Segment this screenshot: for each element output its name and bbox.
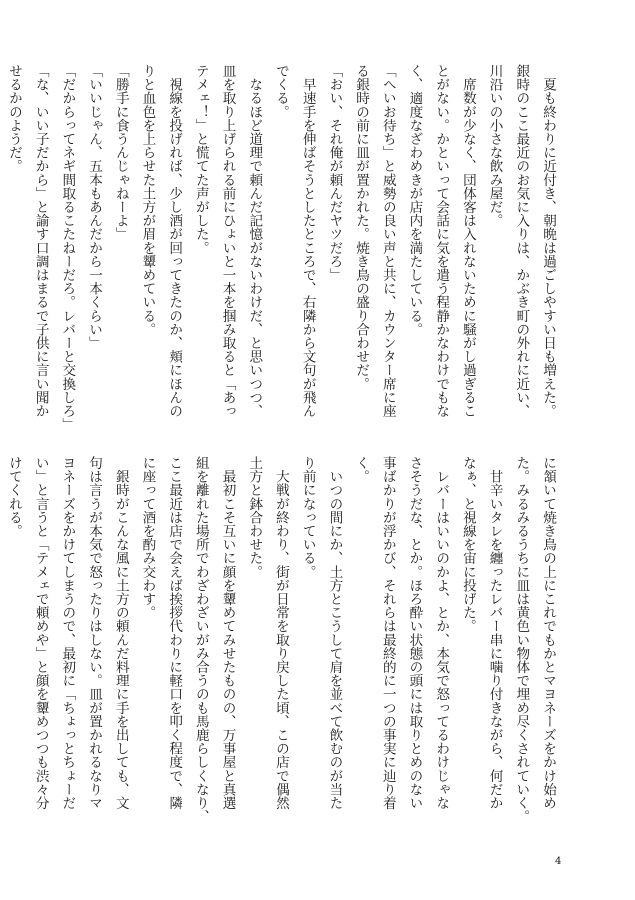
text-line: りと血色を上らせた土方が眉を顰めている。 <box>139 64 156 336</box>
text-line: 皿を取り上げられる前にひょいと一本を掴み取ると「あっ <box>219 64 236 418</box>
text-line: 組を離れた場所でわざわざいがみ合うのも馬鹿らしくなり、 <box>192 456 209 824</box>
text-line: 夏も終わりに近付き、朝晩は過ごしやすい日も増えた。 <box>540 64 556 418</box>
text-line: 最初こそ互いに顔を顰めてみせたものの、万事屋と真選 <box>219 456 236 810</box>
text-line: テメェ！」と慌てた声がした。 <box>192 64 209 255</box>
text-line: 川沿いの小さな飲み屋だ。 <box>486 64 503 228</box>
text-line: 「いいじゃん、五本もあんだから一本くらい」 <box>86 64 103 350</box>
text-line: けてくれる。 <box>5 456 22 538</box>
text-line: い」と言うと「テメェで頼めや」と顔を顰めつつも渋々分 <box>32 456 49 810</box>
text-line: り前になっている。 <box>299 456 316 579</box>
text-line: 席数が少なく、団体客は入れないために騒がし過ぎるこ <box>459 64 476 418</box>
text-line: 句は言うが本気で怒ったりはしない。皿が置かれるなりマ <box>86 456 103 810</box>
text-line: た。みるみるうちに皿は黄色い物体で埋め尽くされていく。 <box>513 456 530 824</box>
text-line: に座って酒を酌み交わす。 <box>139 456 156 620</box>
text-line: く、適度なざわめきが店内を満たしている。 <box>406 64 423 336</box>
text-line: 事ばかりが浮かび、それらは最終的に一つの事実に辿り着 <box>379 456 396 810</box>
text-line: 「勝手に食うんじゃねーよ」 <box>112 64 129 241</box>
text-line: 「おい、それ俺が頼んだヤツだろ」 <box>326 64 343 282</box>
text-line: せるかのようだ。 <box>5 64 22 173</box>
text-line: 銀時がこんな風に土方の頼んだ料理に手を出しても、文 <box>112 456 129 810</box>
text-line: なるほど道理で頼んだ記憶がないわけだ、と思いつつ、 <box>246 64 263 418</box>
text-line: とがない。かといって会話に気を遣う程静かなわけでもな <box>433 64 450 418</box>
text-line: る銀時の前に皿が置かれた。焼き鳥の盛り合わせだ。 <box>353 64 370 391</box>
upper-text-block <box>0 64 561 444</box>
text-line: に頷いて焼き鳥の上にこれでもかとマヨネーズをかけ始め <box>540 456 556 810</box>
text-line: ヨネーズをかけてしまうので、最初に「ちょっとちょーだ <box>59 456 76 810</box>
text-line: 甘辛いタレを纏ったレバー串に噛り付きながら、何だか <box>486 456 503 810</box>
text-line: レバーはいいのかよ、とか、本気で怒ってるわけじゃな <box>433 456 450 810</box>
text-line: 土方と鉢合わせた。 <box>246 456 263 579</box>
text-line: ここ最近は店で会えば挨拶代わりに軽口を叩く程度で、隣 <box>166 456 183 810</box>
text-line: さそうだな、とか。ほろ酔い状態の頭には取りとめのない <box>406 456 423 810</box>
text-line: いつの間にか、土方とこうして肩を並べて飲むのが当た <box>326 456 343 810</box>
text-line: 早速手を伸ばそうとしたところで、右隣から文句が飛ん <box>299 64 316 418</box>
text-line: 視線を投げれば、少し酒が回ってきたのか、頬にほんの <box>166 64 183 418</box>
text-line: く。 <box>353 456 370 484</box>
text-line: でくる。 <box>272 64 289 119</box>
page-number: 4 <box>555 856 562 867</box>
text-line: 大戦が終わり、街が日常を取り戻した頃、この店で偶然 <box>272 456 289 810</box>
text-line: 銀時のここ最近のお気に入りは、かぶき町の外れに近い、 <box>513 64 530 418</box>
text-line: 「だからってネギ間取るこたねーだろ。レバーと交換しろ」 <box>59 64 76 432</box>
lower-text-block <box>0 456 561 836</box>
text-line: 「へいお待ち」と威勢の良い声と共に、カウンター席に座 <box>379 64 396 418</box>
text-line: 「な、いい子だから」と諭す口調はまるで子供に言い聞か <box>32 64 49 418</box>
text-line: なぁ、と視線を宙に投げた。 <box>459 456 476 633</box>
